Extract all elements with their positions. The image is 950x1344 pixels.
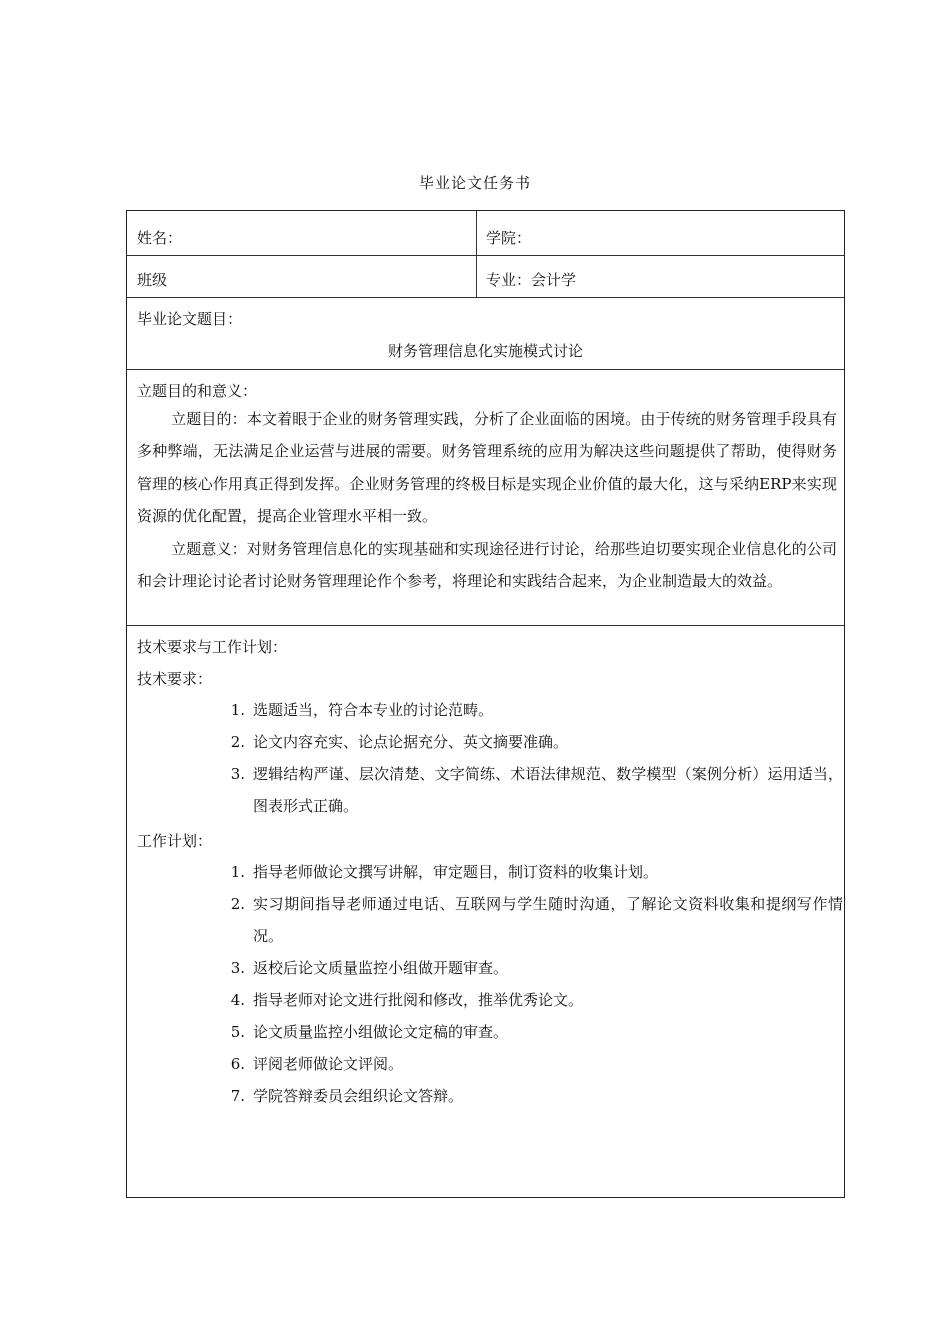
class-cell [127,255,476,297]
work-item-5-text: 论文质量监控小组做论文定稿的审查。 [253,1023,509,1041]
work-item-6-text: 评阅老师做论文评阅。 [253,1055,404,1073]
college-cell [476,211,844,255]
plan-heading: 技术要求与工作计划： [137,638,288,656]
major-label: 专业：会计学 [486,271,577,289]
tech-item-3-number: 3. [230,765,245,783]
name-label: 姓名： [137,229,183,247]
work-item-2-number: 2. [230,895,245,913]
work-heading: 工作计划： [137,832,213,850]
purpose-significance-text: 立题意义：对财务管理信息化的实现基础和实现途径进行讨论，给那些迫切要实现企业信息化的公司和会计理论讨论者讨论财务管理理论作个参考，将理论和实践结合起来，为企业制造最大的效益。 [137,540,837,591]
purpose-heading: 立题目的和意义： [137,382,258,400]
work-item-6-number: 6. [230,1055,245,1073]
work-item-2-text: 实习期间指导老师通过电话、互联网与学生随时沟通，了解论文资料收集和提纲写作情况。 [253,895,843,945]
work-item-1-number: 1. [230,863,245,881]
task-table [126,210,845,1198]
topic-value: 财务管理信息化实施模式讨论 [387,342,583,360]
work-item-1-text: 指导老师做论文撰写讲解，审定题目，制订资料的收集计划。 [253,863,659,881]
work-item-3-number: 3. [230,959,245,977]
topic-label: 毕业论文题目： [137,310,243,328]
tech-item-2-number: 2. [230,733,245,751]
document-title: 毕业论文任务书 [418,174,531,192]
row-plan [127,625,844,1197]
work-item-3-text: 返校后论文质量监控小组做开题审查。 [253,959,509,977]
major-cell [476,255,844,297]
college-label: 学院： [486,229,532,247]
work-item-7-number: 7. [230,1087,245,1105]
tech-item-2-text: 论文内容充实、论点论据充分、英文摘要准确。 [253,733,569,751]
tech-item-1-text: 选题适当，符合本专业的讨论范畴。 [253,701,494,719]
work-item-7-text: 学院答辩委员会组织论文答辩。 [253,1087,464,1105]
work-item-5-number: 5. [230,1023,245,1041]
row-name-college [127,211,844,256]
work-item-4-number: 4. [230,991,245,1009]
purpose-objective-text: 立题目的：本文着眼于企业的财务管理实践，分析了企业面临的困境。由于传统的财务管理手段具有多种弊端，无法满足企业运营与进展的需要。财务管理系统的应用为解决这些问题提供了帮助，使得财务管理的核心作用真正得到发挥。企业财务管理的终极目标是实现企业价值的最大化，这与采纳ERP来实现资源的优化配置，提高企业管理水平相一致。 [137,410,837,526]
row-class-major [127,255,844,298]
purpose-significance-paragraph [137,533,837,598]
row-topic [127,297,844,370]
row-purpose [127,369,844,626]
work-item-4-text: 指导老师对论文进行批阅和修改，推举优秀论文。 [253,991,584,1009]
class-label: 班级 [137,271,168,289]
tech-item-3-text: 逻辑结构严谨、层次清楚、文字简练、术语法律规范、数学模型（案例分析）运用适当，图表形式正确。 [253,765,843,815]
purpose-objective-paragraph [137,403,837,533]
tech-heading: 技术要求： [137,670,213,688]
tech-item-1-number: 1. [230,701,245,719]
name-cell [127,211,476,255]
